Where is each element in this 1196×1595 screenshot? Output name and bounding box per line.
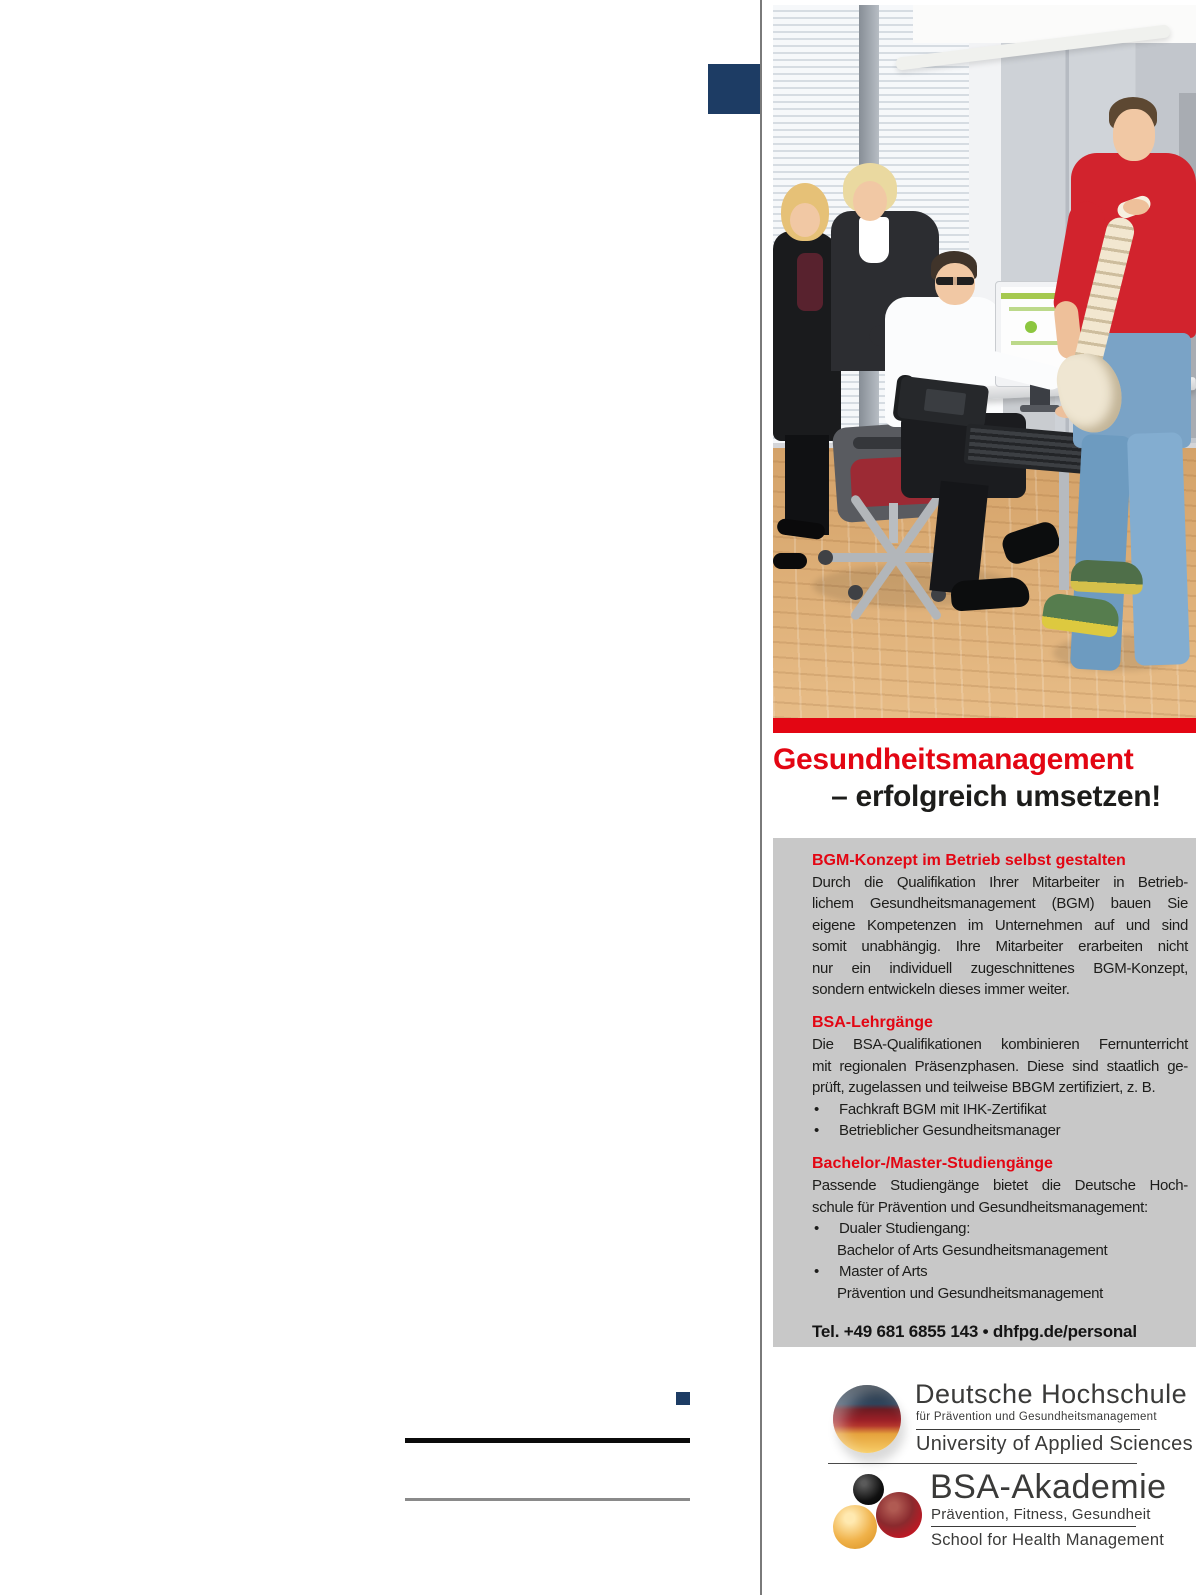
list-item-continuation: Prävention und Gesundheitsmanagement <box>837 1284 1104 1302</box>
bsa-logo-sphere-black <box>853 1474 884 1505</box>
chair-caster <box>818 550 833 565</box>
office-chair-column <box>889 503 898 543</box>
section-bgm-konzept <box>812 850 1188 1000</box>
column-divider-rule <box>760 0 762 1595</box>
footer-black-rule <box>405 1438 690 1443</box>
article-end-square <box>676 1392 690 1405</box>
contact-line: Tel. +49 681 6855 143 • dhfpg.de/personal <box>812 1321 1137 1341</box>
dhfpg-logo-subtitle: für Prävention und Gesundheitsmanagement <box>916 1411 1157 1423</box>
desk-leg <box>1059 460 1069 590</box>
bullet-icon: • <box>814 1100 819 1118</box>
logo-divider-rule <box>828 1463 1137 1464</box>
list-item <box>812 1120 1188 1141</box>
person-seated-man-shoe <box>950 576 1030 611</box>
person-woman-center-face <box>853 181 887 221</box>
list-item-text: Master of Arts <box>839 1263 928 1281</box>
list-item <box>812 1261 1188 1282</box>
person-woman-center-blouse <box>859 217 889 263</box>
ad-info-box <box>773 838 1196 1347</box>
dhfpg-logo-tagline: University of Applied Sciences <box>916 1433 1193 1455</box>
section-heading: BSA-Lehrgänge <box>812 1014 933 1032</box>
bullet-icon: • <box>814 1220 819 1238</box>
person-woman-left-top <box>797 253 823 311</box>
dhfpg-logo-title: Deutsche Hochschule <box>915 1379 1188 1409</box>
monitor-screen-content <box>1025 321 1037 333</box>
person-red-shirt-man-hand <box>1123 199 1149 215</box>
sneaker <box>1070 559 1144 595</box>
section-heading: BGM-Konzept im Betrieb selbst gestalten <box>812 852 1126 869</box>
person-red-shirt-man-leg <box>1127 432 1190 666</box>
list-item <box>812 1218 1188 1239</box>
dhfpg-logo-rule <box>916 1429 1140 1430</box>
dhfpg-logo-sphere <box>833 1385 901 1453</box>
bsa-logo-sphere-gold <box>833 1505 877 1549</box>
bullet-icon: • <box>814 1263 819 1281</box>
section-heading: Bachelor-/Master-Studiengänge <box>812 1155 1053 1173</box>
section-body: Durch die Qualifikation Ihrer Mitarbeiter in Betrieb- lichem Gesundheitsmanagement (BGM) bauen Sie eigene Kompetenzen im Unternehmen auf und sind somit unabhängig. Ihre Mitarbeiter erarbeiten nicht nur ein individuell zugeschnittenes BGM-Konzept, sondern entwickeln dieses immer weiter. <box>812 874 1188 999</box>
ad-headline <box>773 741 1161 815</box>
ad-headline-line2: – erfolgreich umsetzen! <box>831 780 1161 813</box>
person-red-shirt-man-face <box>1113 109 1155 161</box>
bsa-logo-sphere-red <box>876 1492 922 1538</box>
navy-section-marker <box>708 64 760 114</box>
footer-gray-rule <box>405 1498 690 1501</box>
list-item-continuation: Bachelor of Arts Gesundheitsmanagement <box>837 1241 1108 1259</box>
ad-headline-line1: Gesundheitsmanagement <box>773 743 1134 776</box>
red-accent-stripe <box>773 718 1196 733</box>
monitor-base <box>1020 405 1060 412</box>
phone-keypad <box>924 389 966 416</box>
section-body: Die BSA-Qualifikationen kombinieren Fernunterricht mit regionalen Präsenzphasen. Diese sind staatlich ge- prüft, zugelassen und teilweise BBGM zertifiziert, z. B. <box>812 1036 1188 1097</box>
list-item-text: Betrieblicher Gesundheitsmanager <box>839 1122 1061 1140</box>
bsa-logo-rule <box>931 1526 1136 1527</box>
person-woman-left-face <box>790 203 820 237</box>
list-item-text: Fachkraft BGM mit IHK-Zertifikat <box>839 1100 1047 1118</box>
section-bsa-lehrgaenge <box>812 1012 1188 1141</box>
list-item <box>812 1099 1188 1120</box>
bsa-logo-subtitle: Prävention, Fitness, Gesundheit <box>931 1506 1151 1523</box>
person-woman-left-shoe <box>773 553 807 569</box>
office-photo <box>773 5 1196 718</box>
monitor-screen-content <box>1011 341 1059 345</box>
bsa-logo-title: BSA-Akademie <box>930 1468 1167 1506</box>
section-body: Passende Studiengänge bietet die Deutsche Hoch- schule für Prävention und Gesundheitsmanagement: <box>812 1177 1188 1216</box>
section-studiengaenge <box>812 1153 1188 1303</box>
bullet-icon: • <box>814 1122 819 1140</box>
bsa-logo-tagline: School for Health Management <box>931 1531 1165 1549</box>
list-item-text: Dualer Studiengang: <box>839 1220 971 1238</box>
glasses <box>936 277 974 285</box>
chair-caster <box>848 585 863 600</box>
